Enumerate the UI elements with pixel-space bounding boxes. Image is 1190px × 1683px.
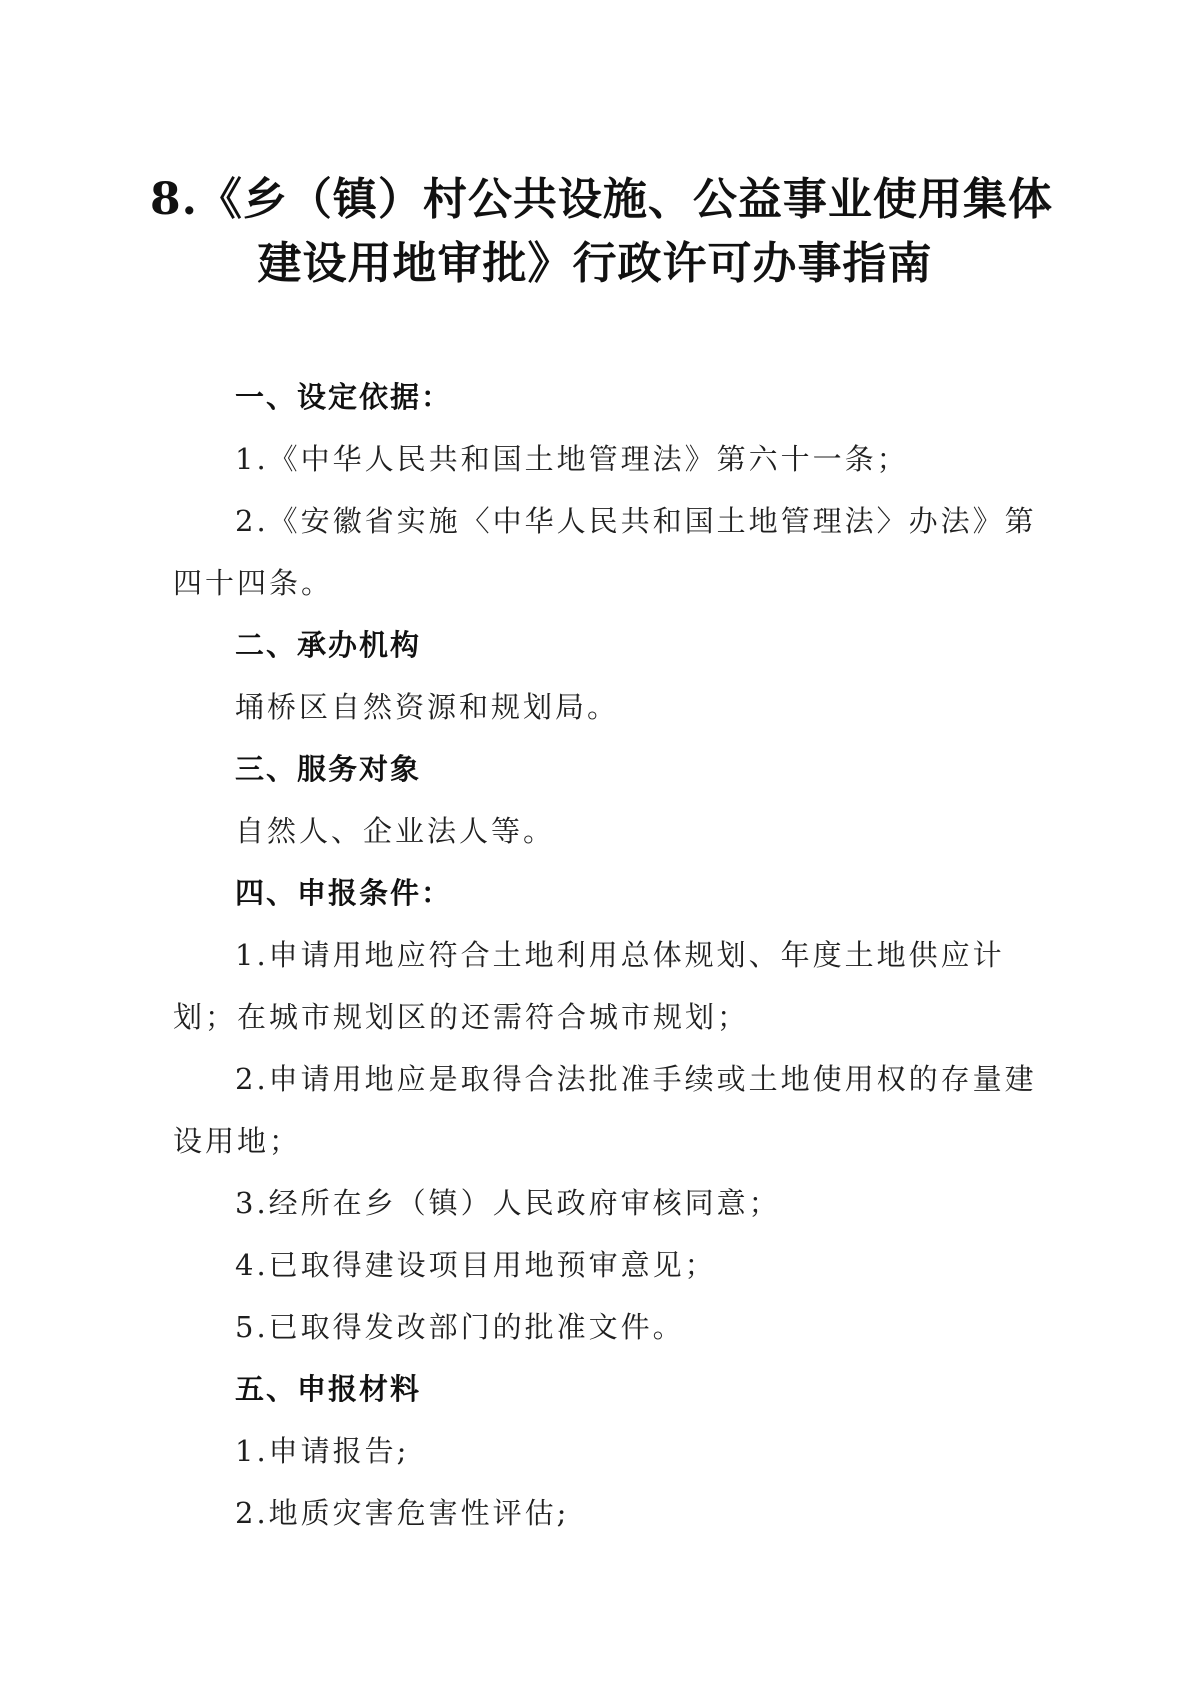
section-heading-target: 三、服务对象	[235, 752, 422, 786]
condition-item-4: 4.已取得建设项目用地预审意见；	[235, 1248, 717, 1282]
title-line-2: 建设用地审批》行政许可办事指南	[257, 238, 933, 289]
document-body	[173, 366, 1053, 1544]
material-item-2: 2.地质灾害危害性评估;	[235, 1496, 570, 1530]
section-heading-agency: 二、承办机构	[235, 628, 422, 662]
title-line-1: 8.《乡（镇）村公共设施、公益事业使用集体	[150, 174, 1053, 225]
section-heading-materials: 五、申报材料	[235, 1372, 422, 1406]
condition-item-1: 1.申请用地应符合土地利用总体规划、年度土地供应计划；在城市规划区的还需符合城市规划；	[173, 938, 1005, 1034]
condition-item-5: 5.已取得发改部门的批准文件。	[235, 1310, 685, 1344]
section-heading-conditions: 四、申报条件：	[235, 876, 453, 910]
basis-item-2: 2.《安徽省实施〈中华人民共和国土地管理法〉办法》第四十四条。	[173, 504, 1037, 600]
condition-item-3: 3.经所在乡（镇）人民政府审核同意；	[235, 1186, 781, 1220]
section-heading-basis: 一、设定依据：	[235, 380, 453, 414]
material-item-1: 1.申请报告;	[235, 1434, 410, 1468]
agency-text: 埇桥区自然资源和规划局。	[235, 690, 620, 724]
condition-item-2: 2.申请用地应是取得合法批准手续或土地使用权的存量建设用地；	[173, 1062, 1037, 1158]
target-text: 自然人、企业法人等。	[235, 814, 556, 848]
basis-item-1: 1.《中华人民共和国土地管理法》第六十一条；	[235, 442, 909, 476]
document-title	[150, 168, 1053, 296]
